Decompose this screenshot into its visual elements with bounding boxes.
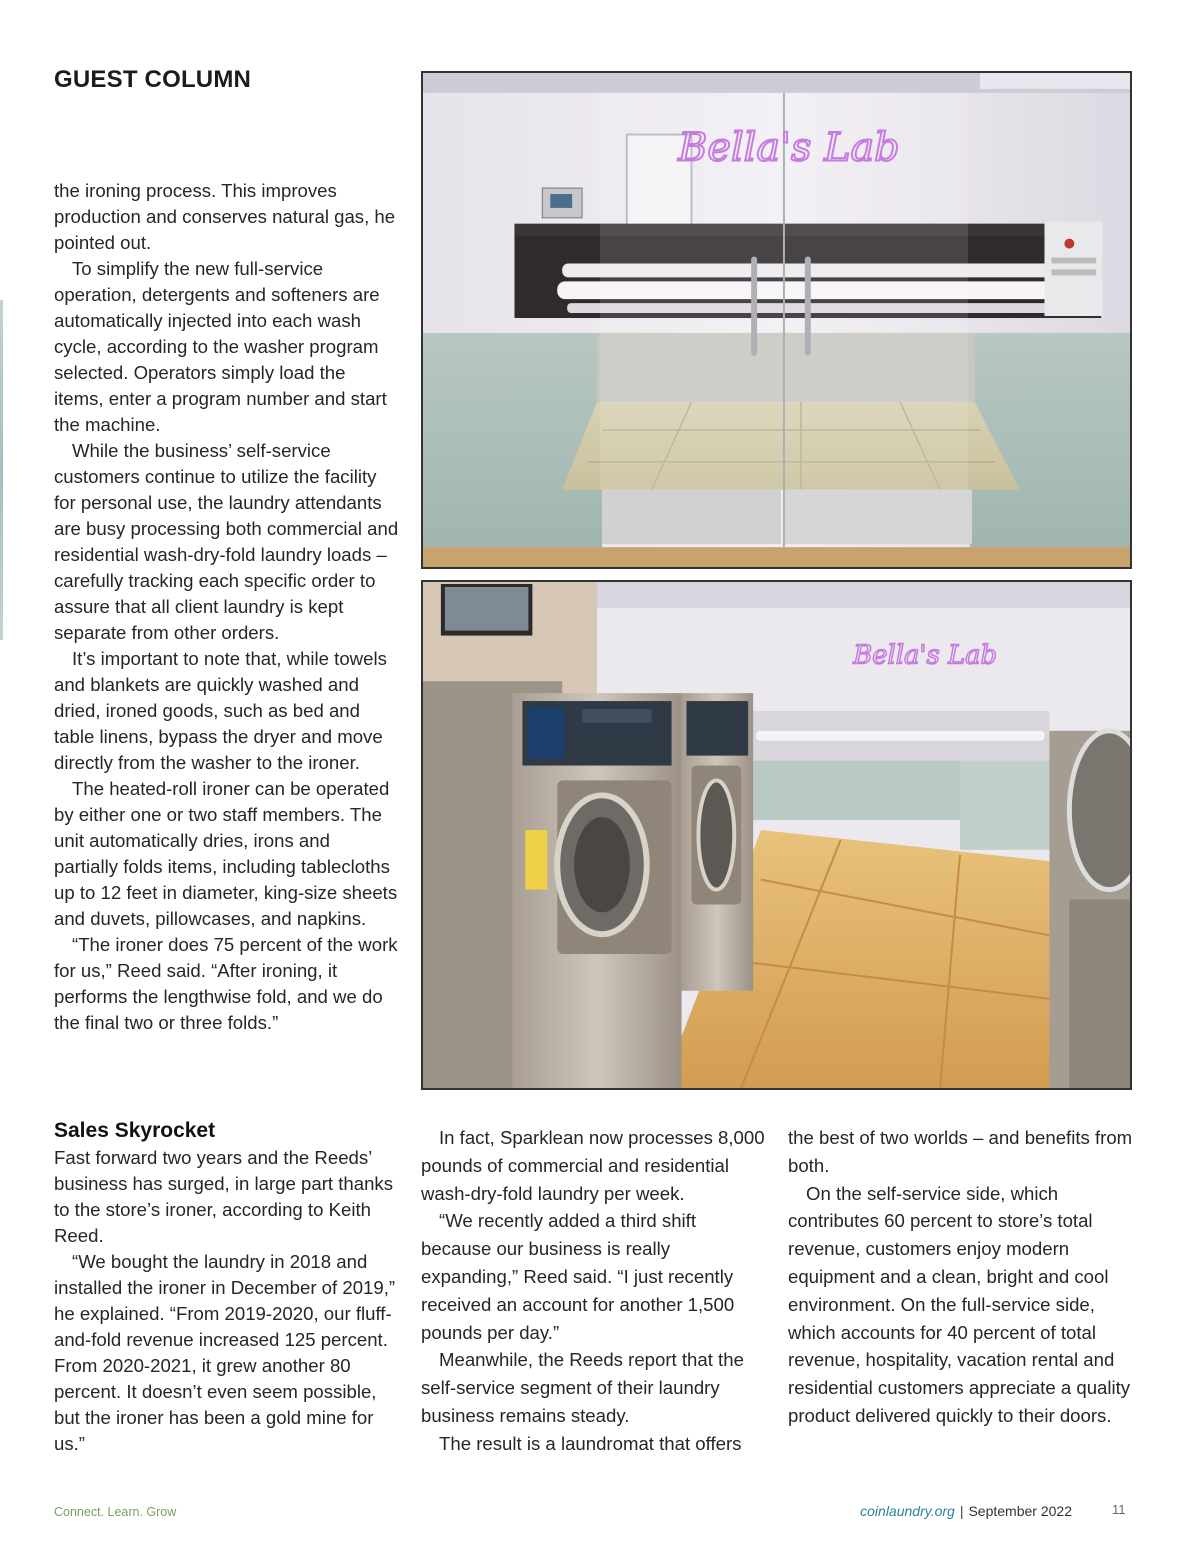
section-label: GUEST COLUMN <box>54 66 252 93</box>
washers-illustration <box>423 582 1130 1088</box>
paragraph: “We recently added a third shift because our business is really expanding,” Reed said. “I just recently received an account for another 1,500 pounds per day.” <box>421 1210 735 1343</box>
paragraph: “The ironer does 75 percent of the work for us,” Reed said. “After ironing, it performs the lengthwise fold, and we do the final two or three folds.” <box>54 934 398 1033</box>
edge-decoration <box>0 300 3 640</box>
ironer-illustration <box>423 73 1130 567</box>
paragraph: the ironing process. This improves production and conserves natural gas, he pointed out. <box>54 180 396 253</box>
footer-site-link[interactable]: coinlaundry.org <box>860 1503 955 1519</box>
ironer-photo <box>421 71 1132 569</box>
paragraph: “We bought the laundry in 2018 and installed the ironer in December of 2019,” he explained. “From 2019-2020, our fluff-and-fold revenue increased 125 percent. From 2020-2021, it grew another 80 percent. It doesn’t even seem possible, but the ironer has been a gold mine for us.” <box>54 1251 396 1454</box>
article-column-top <box>54 178 399 1036</box>
footer-publication <box>860 1503 1072 1519</box>
article-column-3 <box>788 1124 1138 1430</box>
paragraph: It’s important to note that, while towels and blankets are quickly washed and dried, ironed goods, such as bed and table linens, bypass the dryer and move directly from the washer to the ironer. <box>54 648 387 773</box>
paragraph: While the business’ self-service customers continue to utilize the facility for personal use, the laundry attendants are busy processing both commercial and residential wash-dry-fold laundry loads – carefully tracking each specific order to assure that all client laundry is kept separate from other orders. <box>54 440 399 643</box>
section-heading: Sales Skyrocket <box>54 1119 216 1142</box>
paragraph: Meanwhile, the Reeds report that the self-service segment of their laundry business remains steady. <box>421 1349 744 1426</box>
neon-sign: Bella's Lab <box>678 124 900 171</box>
article-column-1 <box>54 1117 399 1457</box>
page-number: 11 <box>1112 1502 1126 1517</box>
paragraph: On the self-service side, which contributes 60 percent to store’s total revenue, customers enjoy modern equipment and a clean, bright and cool environment. On the full-service side, which accounts for 40 percent of total revenue, hospitality, vacation rental and residential customers appreciate a quality product delivered quickly to their doors. <box>788 1182 1131 1426</box>
paragraph: The result is a laundromat that offers <box>439 1432 742 1454</box>
paragraph: The heated-roll ironer can be operated by either one or two staff members. The unit automatically dries, irons and partially folds items, including tablecloths up to 12 feet in diameter, king-size sheets and duvets, pillowcases, and napkins. <box>54 778 398 929</box>
washers-photo <box>421 580 1132 1090</box>
footer-issue: September 2022 <box>968 1503 1072 1519</box>
paragraph: the best of two worlds – and benefits from both. <box>788 1127 1133 1176</box>
paragraph: To simplify the new full-service operation, detergents and softeners are automatically injected into each wash cycle, according to the washer program selected. Operators simply load the items, enter a program number and start the machine. <box>54 258 387 435</box>
article-column-2 <box>421 1124 766 1458</box>
neon-sign: Bella's Lab <box>853 640 998 671</box>
footer-separator: | <box>959 1503 964 1519</box>
paragraph: In fact, Sparklean now processes 8,000 pounds of commercial and residential wash-dry-fold laundry per week. <box>421 1127 765 1204</box>
paragraph: Fast forward two years and the Reeds’ business has surged, in large part thanks to the store’s ironer, according to Keith Reed. <box>54 1147 394 1246</box>
footer-tagline: Connect. Learn. Grow <box>54 1505 177 1519</box>
